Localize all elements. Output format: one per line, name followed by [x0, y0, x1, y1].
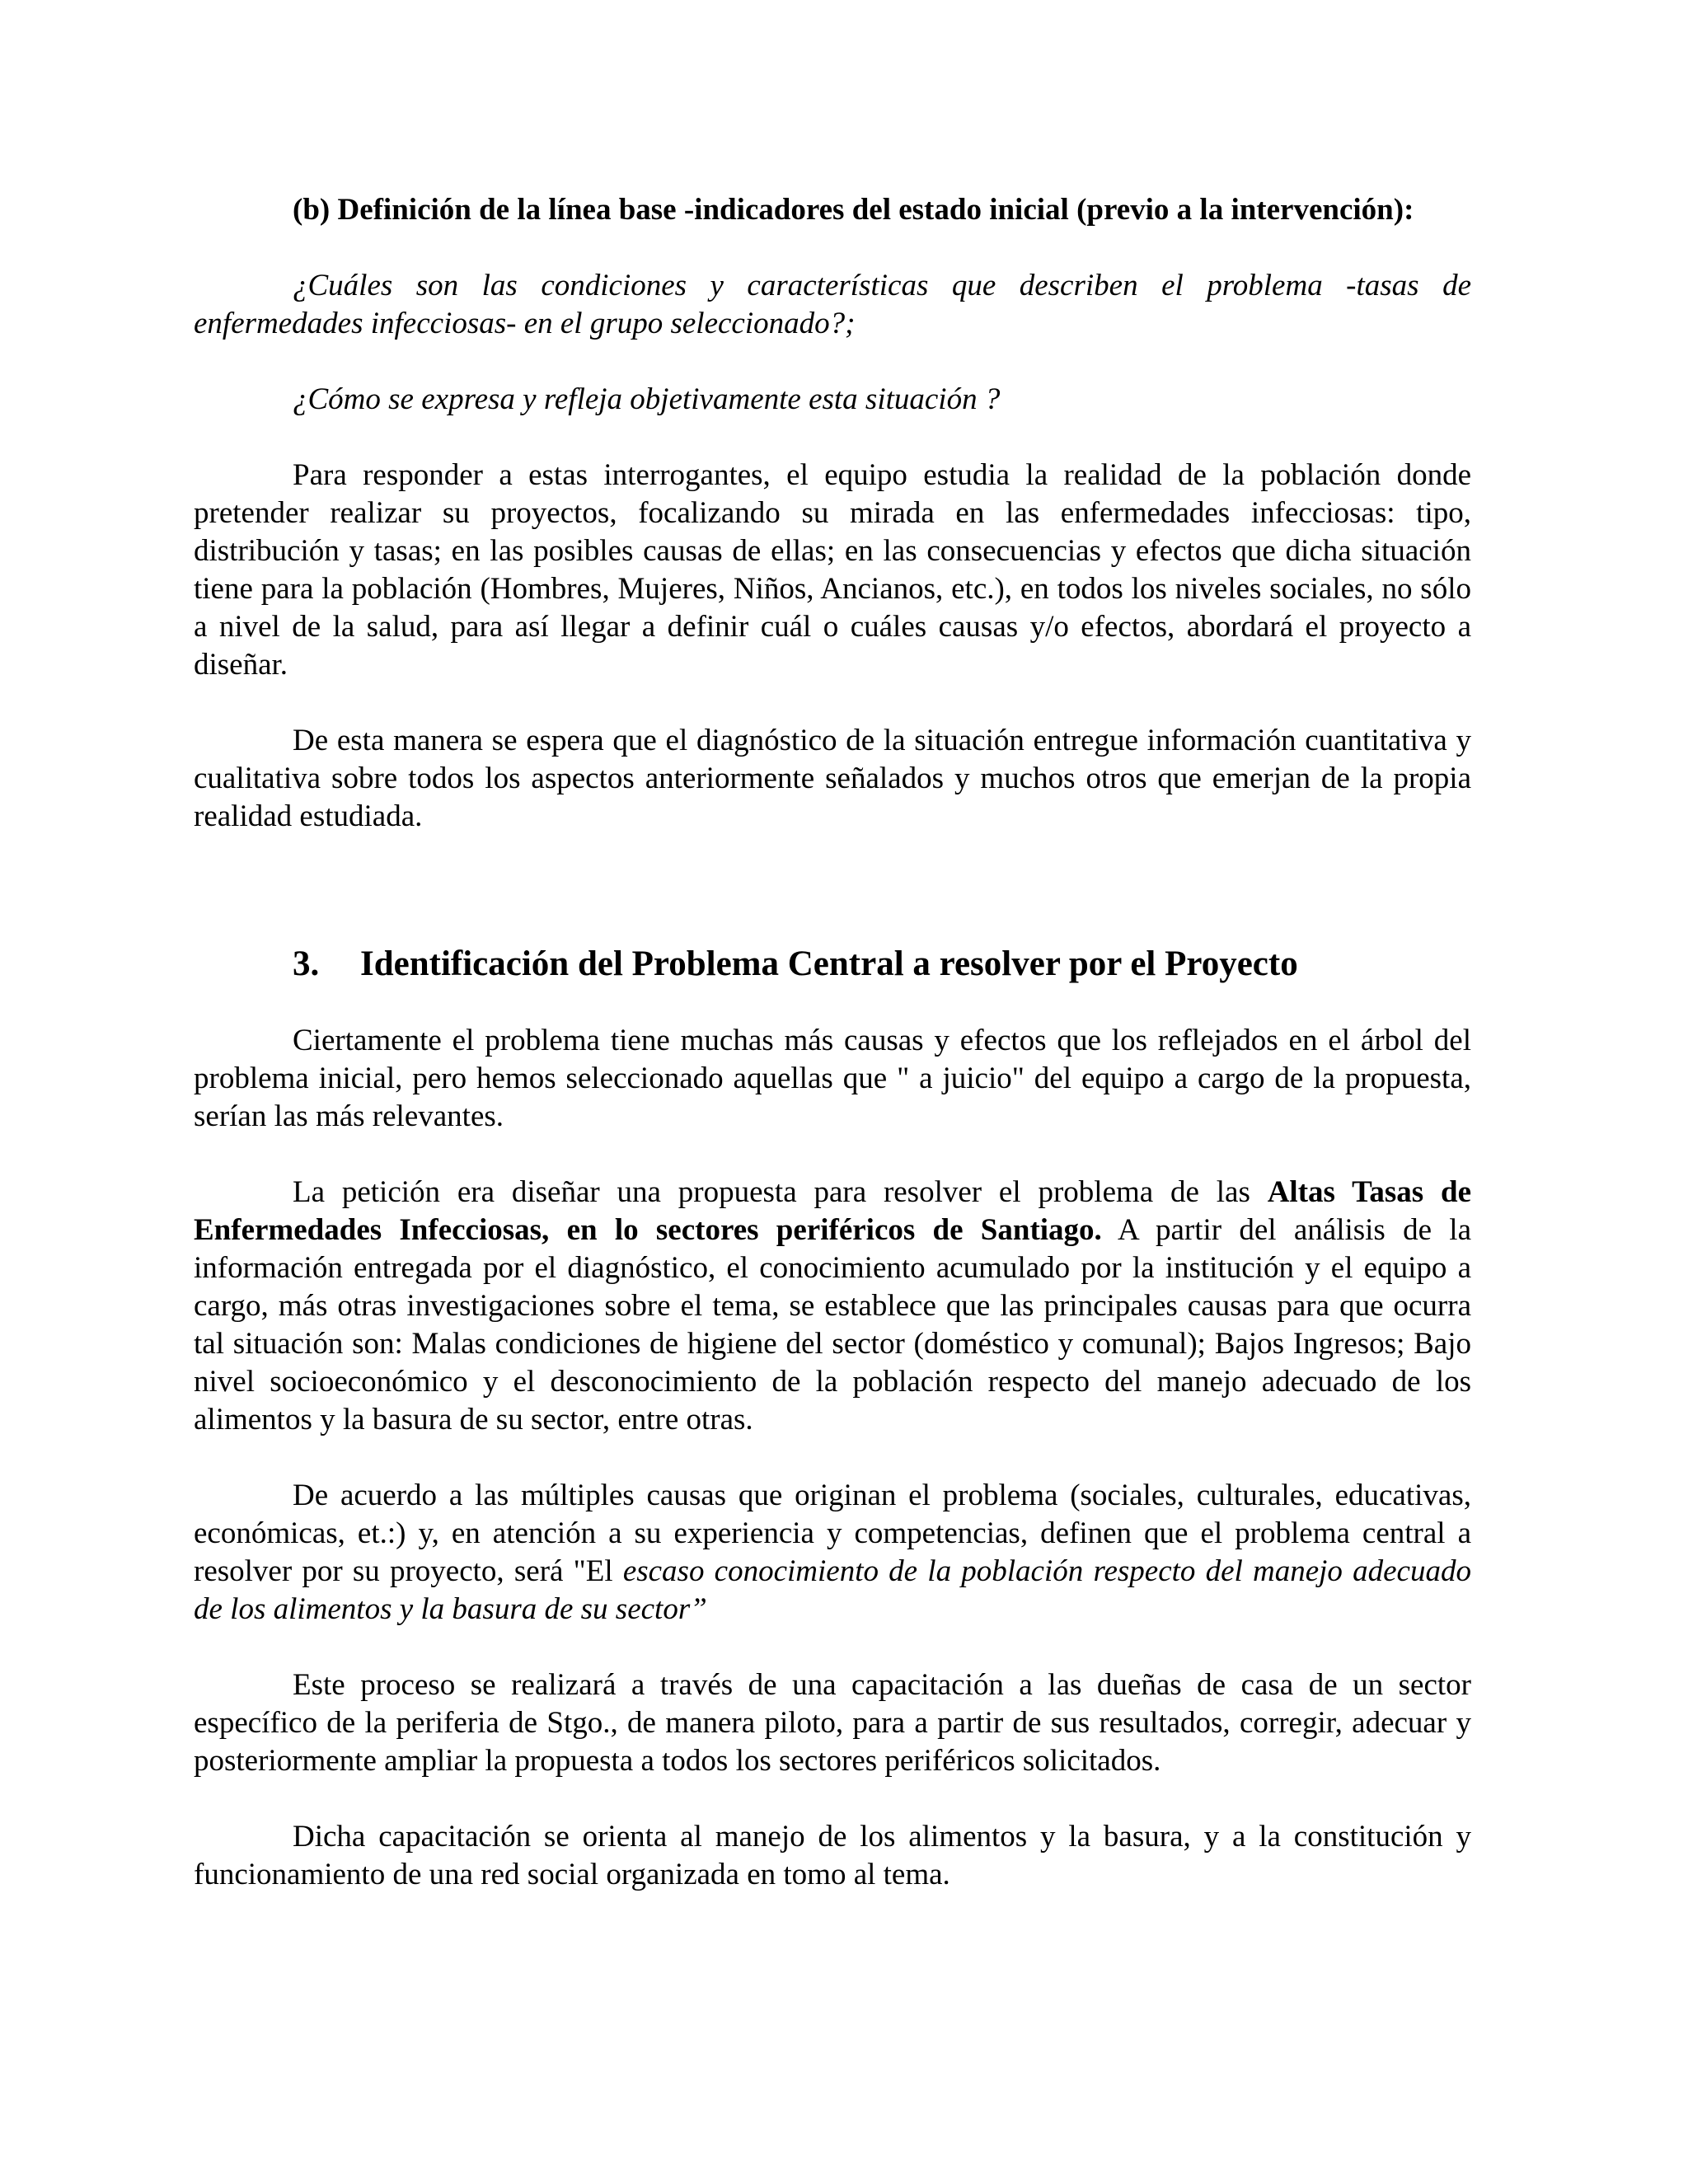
- document-page: [194, 191, 1471, 1894]
- problem-paragraph-2-end: A partir del análisis de la información entregada por el diagnóstico, el conocimiento acumulado por la institución y el equipo a cargo, más otras investigaciones sobre el tema, se establece que las principales causas para que ocurra tal situación son: Malas condiciones de higiene del sector (doméstico y comunal); Bajos Ingresos; Bajo nivel socioeconómico y el desconocimiento de la población respecto del manejo adecuado de los alimentos y la basura de su sector, entre otras.: [194, 1213, 1471, 1436]
- problem-paragraph-3: [194, 1477, 1471, 1629]
- baseline-paragraph-1: Para responder a estas interrogantes, el equipo estudia la realidad de la población donde pretender realizar su proyectos, focalizando su mirada en las enfermedades infecciosas: tipo, distribución y tasas; en las posibles causas de ellas; en las consecuencias y efectos que dicha situación tiene para la población (Hombres, Mujeres, Niños, Ancianos, etc.), en todos los niveles sociales, no sólo a nivel de la salud, para así llegar a definir cuál o cuáles causas y/o efectos, abordará el proyecto a diseñar.: [194, 458, 1471, 682]
- problem-paragraph-1: Ciertamente el problema tiene muchas más causas y efectos que los reflejados en el árbol del problema inicial, pero hemos seleccionado aquellas que " a juicio" del equipo a cargo de la propuesta, serían las más relevantes.: [194, 1024, 1471, 1133]
- problem-paragraph-5: Dicha capacitación se orienta al manejo de los alimentos y la basura, y a la constitución y funcionamiento de una red social organizada en tomo al tema.: [194, 1820, 1471, 1891]
- problem-paragraph-2: [194, 1174, 1471, 1439]
- baseline-question-1: ¿Cuáles son las condiciones y características que describen el problema -tasas de enfermedades infecciosas- en el grupo seleccionado?;: [194, 269, 1471, 340]
- section-3-heading: [293, 941, 1471, 987]
- problem-paragraph-2-start: La petición era diseñar una propuesta para resolver el problema de las: [293, 1175, 1268, 1209]
- section-3-title: Identificación del Problema Central a resolver por el Proyecto: [360, 944, 1298, 983]
- problem-paragraph-3-italic: escaso conocimiento de la población respecto del manejo adecuado de los alimentos y la basura de su sector”: [194, 1554, 1471, 1626]
- section-3-number: 3.: [293, 944, 320, 983]
- subsection-b-title: (b) Definición de la línea base -indicadores del estado inicial (previo a la intervención):: [293, 193, 1414, 227]
- problem-paragraph-4: Este proceso se realizará a través de una capacitación a las dueñas de casa de un sector específico de la periferia de Stgo., de manera piloto, para a partir de sus resultados, corregir, adecuar y posteriormente ampliar la propuesta a todos los sectores periféricos solicitados.: [194, 1668, 1471, 1778]
- baseline-paragraph-2: De esta manera se espera que el diagnóstico de la situación entregue información cuantitativa y cualitativa sobre todos los aspectos anteriormente señalados y muchos otros que emerjan de la propia realidad estudiada.: [194, 724, 1471, 833]
- problem-paragraph-2-bold: Altas Tasas de Enfermedades Infecciosas, en lo sectores periféricos de Santiago.: [194, 1175, 1471, 1247]
- problem-paragraph-3-start: De acuerdo a las múltiples causas que originan el problema (sociales, culturales, educativas, económicas, et.:) y, en atención a su experiencia y competencias, definen que el problema central a resolver por su proyecto, será "El: [194, 1479, 1471, 1588]
- baseline-question-2: ¿Cómo se expresa y refleja objetivamente esta situación ?: [293, 382, 1001, 416]
